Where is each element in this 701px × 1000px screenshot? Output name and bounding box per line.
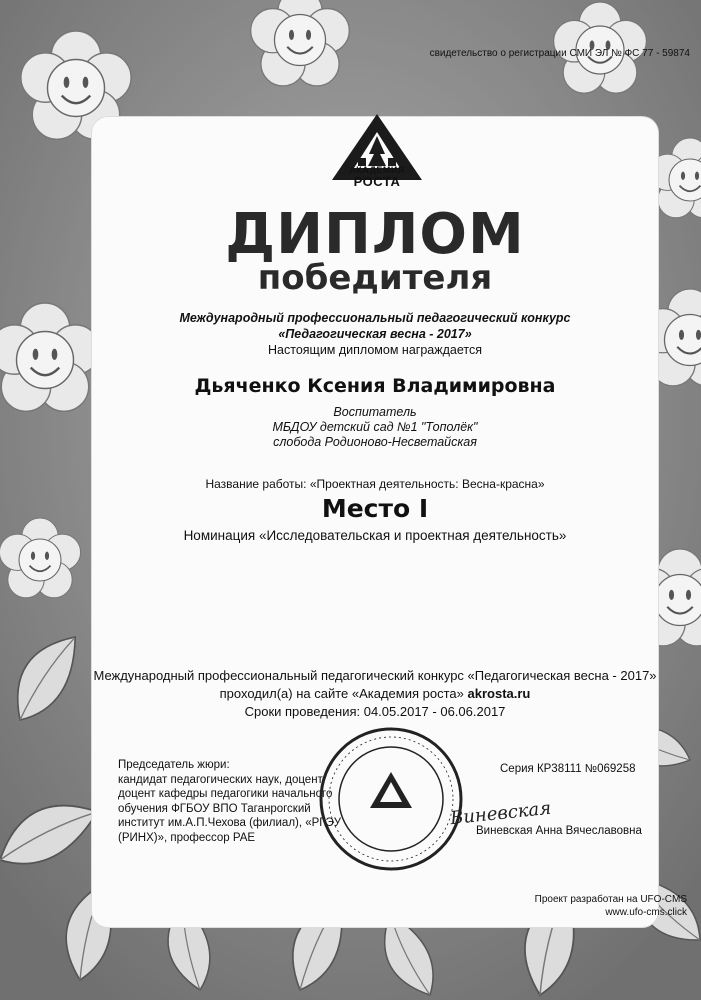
recipient-organization: МБДОУ детский сад №1 "Тополёк" bbox=[272, 420, 478, 434]
recipient-name: Дьяченко Ксения Владимировна bbox=[194, 375, 556, 397]
contest-site-prefix: проходил(а) на сайте «Академия роста» bbox=[219, 686, 464, 701]
jury-chair-line: институт им.А.П.Чехова (филиал), «РГЭУ bbox=[118, 817, 342, 829]
work-title: Название работы: «Проектная деятельность: Весна-красна» bbox=[205, 477, 545, 491]
official-stamp-icon bbox=[316, 724, 466, 874]
signer-name: Виневская Анна Вячеславовна bbox=[476, 825, 642, 837]
contest-site-link[interactable]: akrosta.ru bbox=[467, 686, 531, 701]
jury-chair-line: обучения ФГБОУ ВПО Таганрогский bbox=[118, 802, 311, 815]
diploma-title: ДИПЛОМ bbox=[225, 202, 525, 267]
jury-chair-line: (РИНХ)», профессор РАЕ bbox=[118, 831, 256, 844]
project-credit-text: Проект разработан на UFO-CMS bbox=[534, 894, 687, 905]
contest-title: «Педагогическая весна - 2017» bbox=[278, 327, 472, 341]
award-line: Настоящим дипломом награждается bbox=[268, 343, 482, 357]
project-credit bbox=[535, 893, 687, 919]
jury-chair-line: Председатель жюри: bbox=[118, 759, 230, 771]
jury-chair-line: кандидат педагогических наук, доцент bbox=[118, 773, 323, 786]
contest-info-line: Международный профессиональный педагогический конкурс «Педагогическая весна - 2017» bbox=[93, 668, 657, 683]
registration-notice: свидетельство о регистрации СМИ ЭЛ № ФС 77 - 59874 bbox=[429, 48, 690, 59]
contest-dates: Сроки проведения: 04.05.2017 - 06.06.2017 bbox=[244, 704, 506, 719]
logo-line-1: АКАДЕМИЯ bbox=[349, 165, 405, 175]
contest-name: Международный профессиональный педагогический конкурс bbox=[179, 311, 571, 325]
signature: Виневская bbox=[449, 797, 553, 830]
recipient-locality: слобода Родионово-Несветайская bbox=[273, 435, 477, 449]
project-credit-url[interactable]: www.ufo-cms.click bbox=[605, 907, 687, 918]
jury-chair-line: доцент кафедры педагогики начального bbox=[118, 788, 333, 800]
recipient-position: Воспитатель bbox=[333, 405, 417, 419]
series-number: Серия КР38111 №069258 bbox=[500, 763, 636, 775]
nomination: Номинация «Исследовательская и проектная деятельность» bbox=[183, 528, 567, 543]
diploma-subtitle: победителя bbox=[257, 258, 493, 298]
place: Место I bbox=[321, 494, 429, 523]
contest-site-line bbox=[92, 686, 658, 701]
logo-line-2: РОСТА bbox=[353, 174, 401, 189]
logo-text bbox=[322, 164, 432, 188]
